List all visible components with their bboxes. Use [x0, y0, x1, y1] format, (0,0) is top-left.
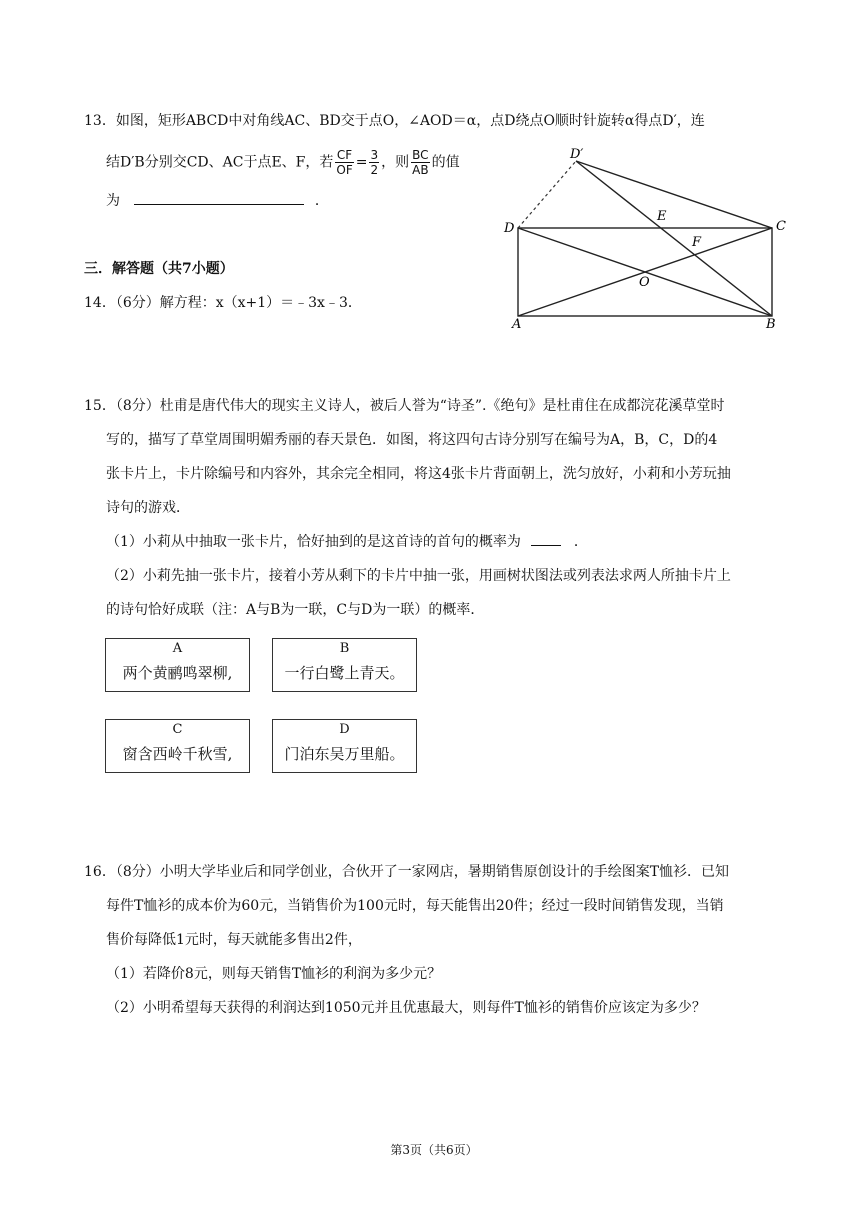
q13-line2 — [106, 148, 460, 177]
q15-line2: 写的，描写了草堂周围明媚秀丽的春天景色．如图，将这四句古诗分别写在编号为A，B，C，D的4 — [106, 432, 718, 448]
dashed-segment-d-dprime — [518, 161, 576, 228]
label-e: E — [657, 209, 667, 224]
label-d-prime: D′ — [570, 147, 584, 162]
card-letter: B — [339, 641, 350, 656]
poem-card-c — [105, 719, 250, 773]
fraction-3-2 — [369, 148, 379, 177]
poem-card-d — [272, 719, 417, 773]
q15-sub1-end: ． — [573, 534, 588, 550]
frac-numerator: BC — [412, 148, 429, 162]
frac-denominator: 2 — [370, 163, 379, 177]
q15-sub2-line2: 的诗句恰好成联（注：A与B为一联，C与D为一联）的概率． — [106, 602, 485, 618]
q13-line3-b: ． — [314, 193, 329, 209]
q15-line4: 诗句的游戏． — [106, 500, 190, 516]
card-text: 一行白鹭上青天。 — [284, 664, 405, 682]
segment-dprime-c — [576, 161, 772, 228]
q15-line1: 15．（8分）杜甫是唐代伟大的现实主义诗人，被后人誉为“诗圣”.《绝句》是杜甫住在成都浣花溪草堂时 — [84, 398, 725, 414]
q13-line3-a: 为 — [106, 193, 120, 209]
equals-sign: = — [355, 154, 368, 171]
q16-line3: 售价每降低1元时，每天就能多售出2件， — [106, 932, 362, 948]
frac-denominator: AB — [412, 163, 429, 177]
card-letter: C — [172, 722, 183, 737]
poem-card-a — [105, 638, 250, 692]
q13-line2-a: 结D′B分别交CD、AC于点E、F，若 — [106, 154, 334, 171]
q16-line2: 每件T恤衫的成本价为60元，当销售价为100元时，每天能售出20件；经过一段时间销售发现，当销 — [106, 898, 724, 914]
q15-sub2-line1: （2）小莉先抽一张卡片，接着小芳从剩下的卡片中抽一张，用画树状图法或列表法求两人所抽卡片上 — [106, 568, 731, 584]
fraction-cf-of — [335, 148, 353, 177]
q13-line2-b: ，则 — [381, 154, 410, 171]
frac-numerator: CF — [336, 148, 353, 162]
frac-denominator: OF — [336, 163, 353, 177]
answer-blank[interactable] — [531, 531, 561, 546]
section-title: 三．解答题（共7小题） — [84, 261, 234, 277]
q16-sub2: （2）小明希望每天获得的利润达到1050元并且优惠最大，则每件T恤衫的销售价应该定为多少？ — [106, 1000, 706, 1016]
card-text: 门泊东吴万里船。 — [284, 745, 405, 763]
label-b: B — [766, 317, 776, 332]
q13-line2-c: 的值 — [431, 154, 460, 171]
q16-line1: 16．（8分）小明大学毕业后和同学创业，合伙开了一家网店，暑期销售原创设计的手绘图案T恤衫．已知 — [84, 864, 730, 880]
answer-blank[interactable] — [134, 190, 304, 205]
card-text: 窗含西岭千秋雪, — [122, 745, 233, 763]
q13-line1: 13．如图，矩形ABCD中对角线AC、BD交于点O，∠AOD＝α，点D绕点O顺时针旋转α得点D′，连 — [84, 113, 705, 129]
label-d: D — [504, 221, 515, 236]
poem-card-b — [272, 638, 417, 692]
card-letter: A — [172, 641, 183, 656]
q14-text: 14．（6分）解方程：x（x+1）＝﹣3x﹣3． — [84, 295, 362, 311]
card-text: 两个黄鹂鸣翠柳, — [122, 664, 233, 682]
q15-sub1 — [106, 531, 588, 553]
rectangle-figure — [500, 140, 800, 340]
label-a: A — [512, 317, 522, 332]
q15-line3: 张卡片上，卡片除编号和内容外，其余完全相同，将这4张卡片背面朝上，洗匀放好，小莉和小芳玩抽 — [106, 466, 731, 482]
page-footer: 第3页（共6页） — [390, 1143, 478, 1157]
q15-sub1-text: （1）小莉从中抽取一张卡片，恰好抽到的是这首诗的首句的概率为 — [106, 534, 521, 550]
q13-line3 — [106, 190, 329, 212]
q16-sub1: （1）若降价8元，则每天销售T恤衫的利润为多少元？ — [106, 966, 442, 982]
fraction-bc-ab — [411, 148, 429, 177]
card-letter: D — [339, 722, 350, 737]
label-c: C — [776, 219, 786, 234]
label-f: F — [692, 235, 702, 250]
label-o: O — [639, 275, 650, 290]
frac-numerator: 3 — [370, 148, 379, 162]
